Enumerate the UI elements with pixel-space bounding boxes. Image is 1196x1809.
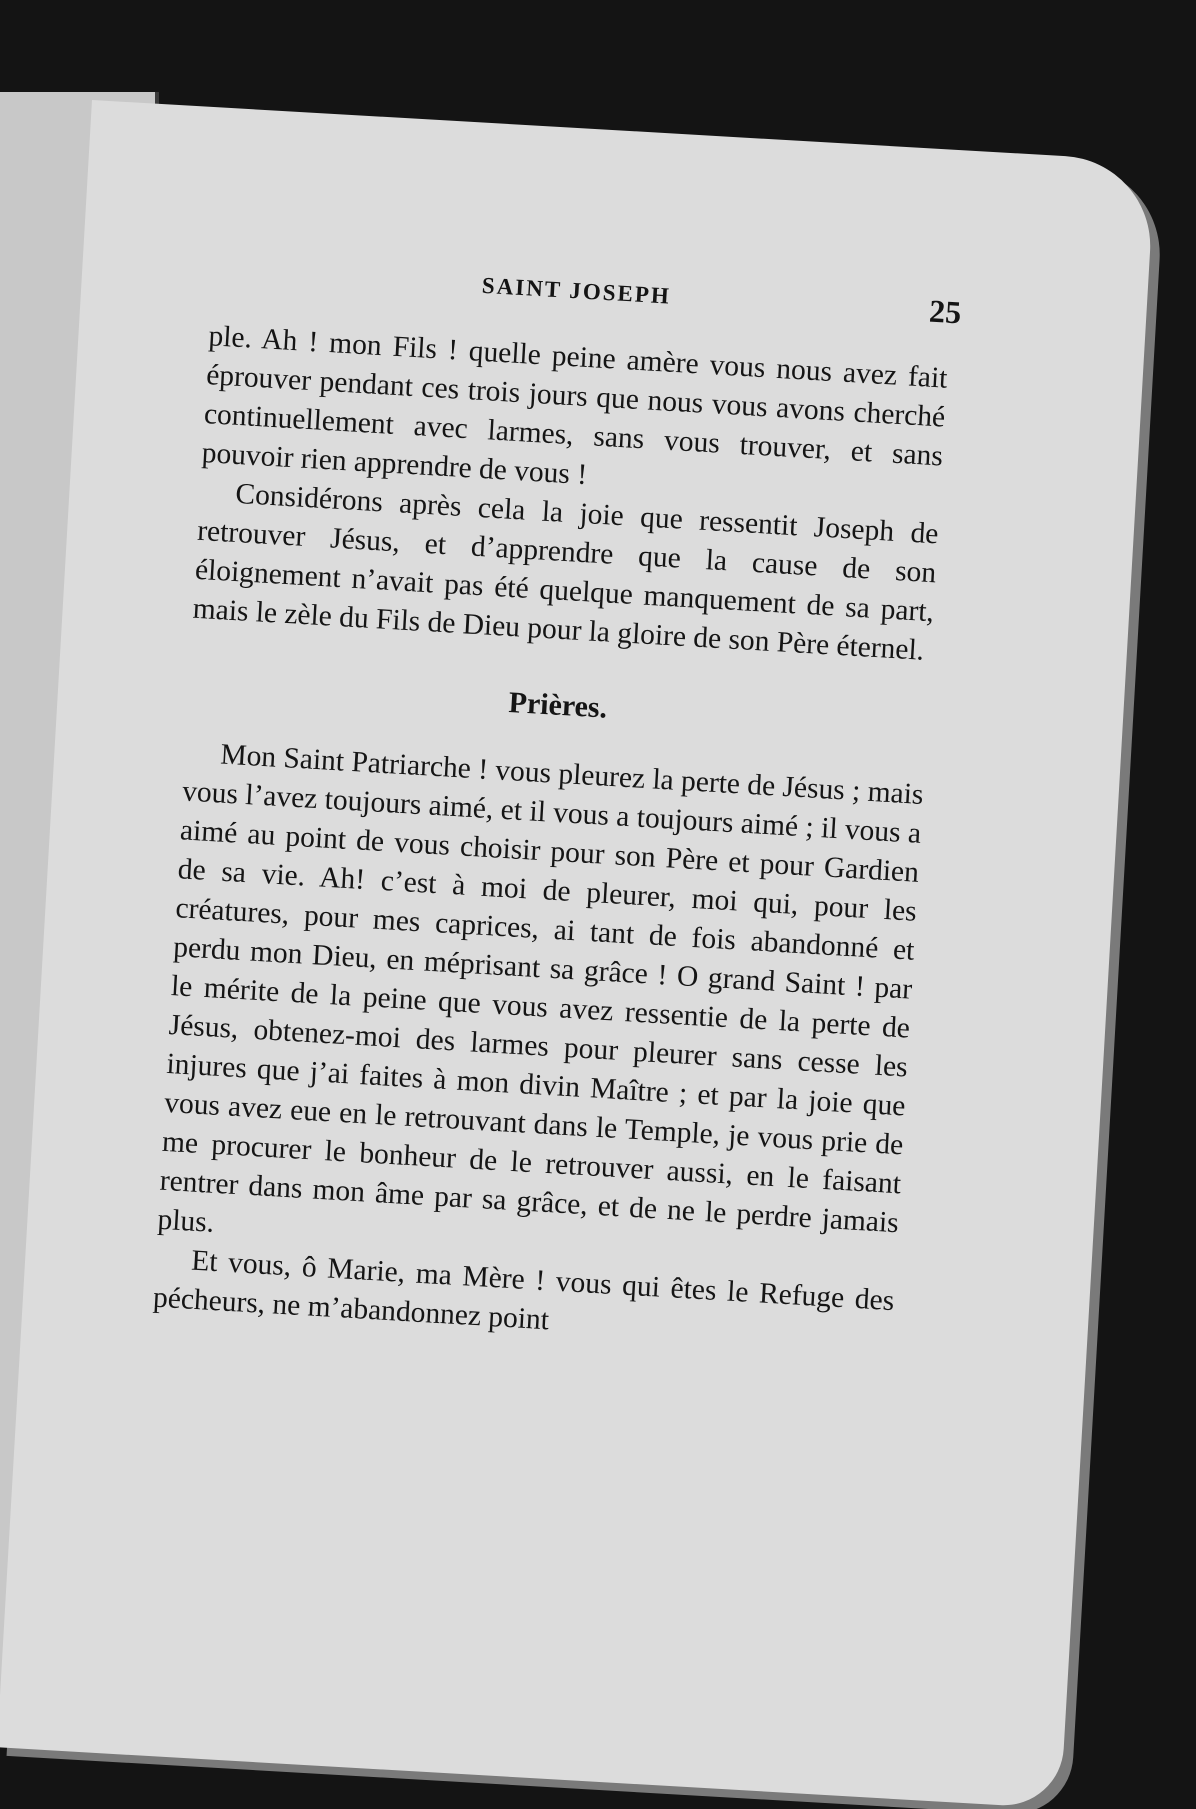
paragraph-marie: Et vous, ô Marie, ma Mère ! vous qui êtes le Refuge des pécheurs, ne m’abandonnez point <box>152 1244 896 1337</box>
paragraph-consideration: Considérons après cela la joie que ressentit Joseph de retrouver Jésus, et d’apprendre que la cause de son éloignement n’avait pas été quelque manquement de sa part, mais le zèle du Fils de Dieu pour la gloire de son Père éternel. <box>191 477 940 667</box>
paragraph-continuation: ple. Ah ! mon Fils ! quelle peine amère vous nous avez fait éprouver pendant ces trois jours que nous vous avons cherché continuellement avec larmes, sans vous trouver, et sans pouvoir rien apprendre de vous ! <box>200 320 949 492</box>
running-title: SAINT JOSEPH <box>481 272 672 309</box>
page-number: 25 <box>928 292 963 331</box>
section-heading: Prières. <box>507 686 609 725</box>
page-text <box>152 317 948 1360</box>
paragraph-prayer: Mon Saint Patriarche ! vous pleurez la perte de Jésus ; mais vous l’avez toujours aimé, et il vous a toujours aimé ; il vous a aimé au point de vous choisir pour son Père et pour Gardien de sa vie. Ah! c’est à moi de pleurer, moi qui, pour les créatures, pour mes caprices, ai tant de fois abandonné et perdu mon Dieu, en méprisant sa grâce ! O grand Saint ! par le mérite de la peine que vous avez ressentie de la perte de Jésus, obtenez-moi des larmes pour pleurer sans cesse les injures que j’ai faites à mon divin Maître ; et par la joie que vous avez eue en le retrouvant dans le Temple, je vous prie de me procurer le bonheur de le retrouver aussi, en le faisant rentrer dans mon âme par sa grâce, et de ne le perdre jamais plus. <box>156 738 925 1240</box>
book-page <box>0 100 1155 1809</box>
